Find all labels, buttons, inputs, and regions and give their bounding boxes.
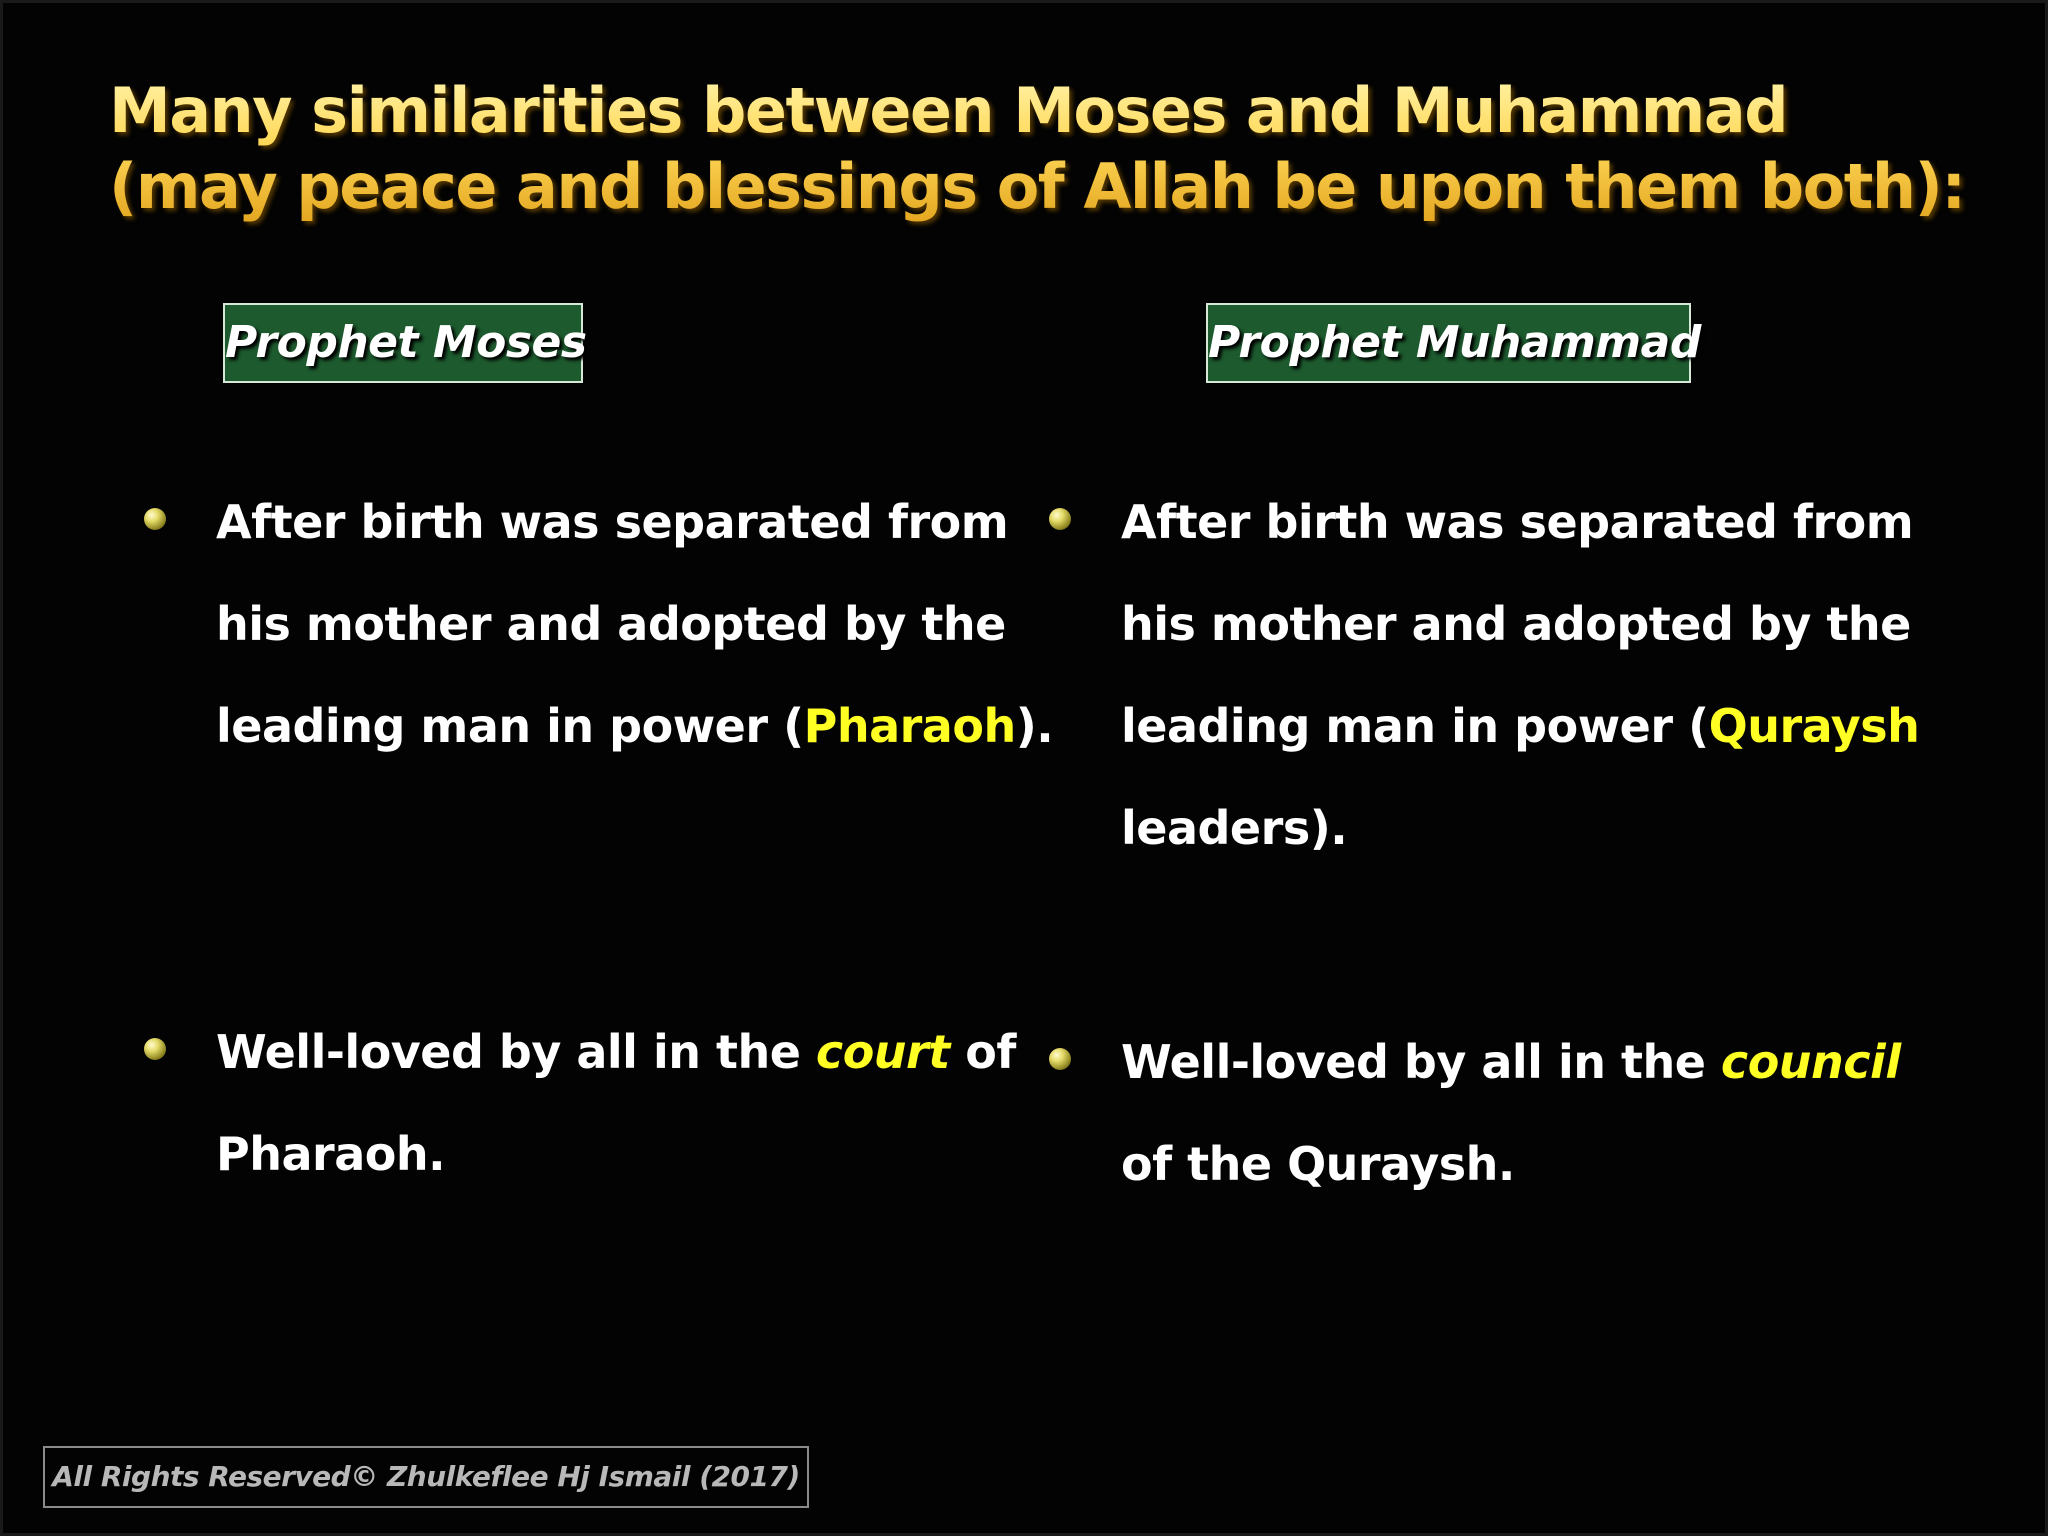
moses-bullet-court <box>216 1001 1036 1205</box>
muhammad-bullet-council <box>1121 1011 1981 1215</box>
gold-sphere-bullet-icon <box>144 508 166 530</box>
bullet-text: of <box>949 1025 1016 1079</box>
highlight-court: court <box>815 1025 950 1079</box>
bullet-line: of the Quraysh. <box>1121 1137 1515 1191</box>
bullet-text: leading man in power ( <box>216 699 804 753</box>
bullet-line: leaders). <box>1121 801 1348 855</box>
moses-bullet-birth <box>216 471 1054 777</box>
bullet-text: Well-loved by all in the <box>216 1025 816 1079</box>
bullet-line <box>1121 675 1981 777</box>
highlight-council: council <box>1720 1035 1901 1089</box>
copyright-footer: All Rights Reserved© Zhulkeflee Hj Ismail (2017) <box>43 1446 809 1508</box>
gold-sphere-bullet-icon <box>144 1038 166 1060</box>
title-line-1: Many similarities between Moses and Muhammad <box>109 74 1788 147</box>
bullet-line: Pharaoh. <box>216 1127 446 1181</box>
column-header-moses: Prophet Moses <box>223 303 583 383</box>
bullet-text: leading man in power ( <box>1121 699 1709 753</box>
bullet-line: his mother and adopted by the <box>216 597 1006 651</box>
slide-title <box>109 73 1989 225</box>
gold-sphere-bullet-icon <box>1049 1048 1071 1070</box>
highlight-pharaoh: Pharaoh <box>803 699 1016 753</box>
column-header-muhammad: Prophet Muhammad <box>1206 303 1691 383</box>
bullet-line <box>1121 1011 1981 1113</box>
bullet-line: his mother and adopted by the <box>1121 597 1911 651</box>
title-line-2: (may peace and blessings of Allah be upon them both): <box>109 150 1965 223</box>
muhammad-bullet-birth <box>1121 471 1981 879</box>
bullet-text: Well-loved by all in the <box>1121 1035 1721 1089</box>
bullet-line <box>216 1001 1036 1103</box>
highlight-quraysh: Quraysh <box>1708 699 1920 753</box>
bullet-line: After birth was separated from <box>1121 495 1914 549</box>
bullet-text: ). <box>1015 699 1054 753</box>
bullet-line: After birth was separated from <box>216 495 1009 549</box>
gold-sphere-bullet-icon <box>1049 508 1071 530</box>
bullet-line <box>216 675 1054 777</box>
